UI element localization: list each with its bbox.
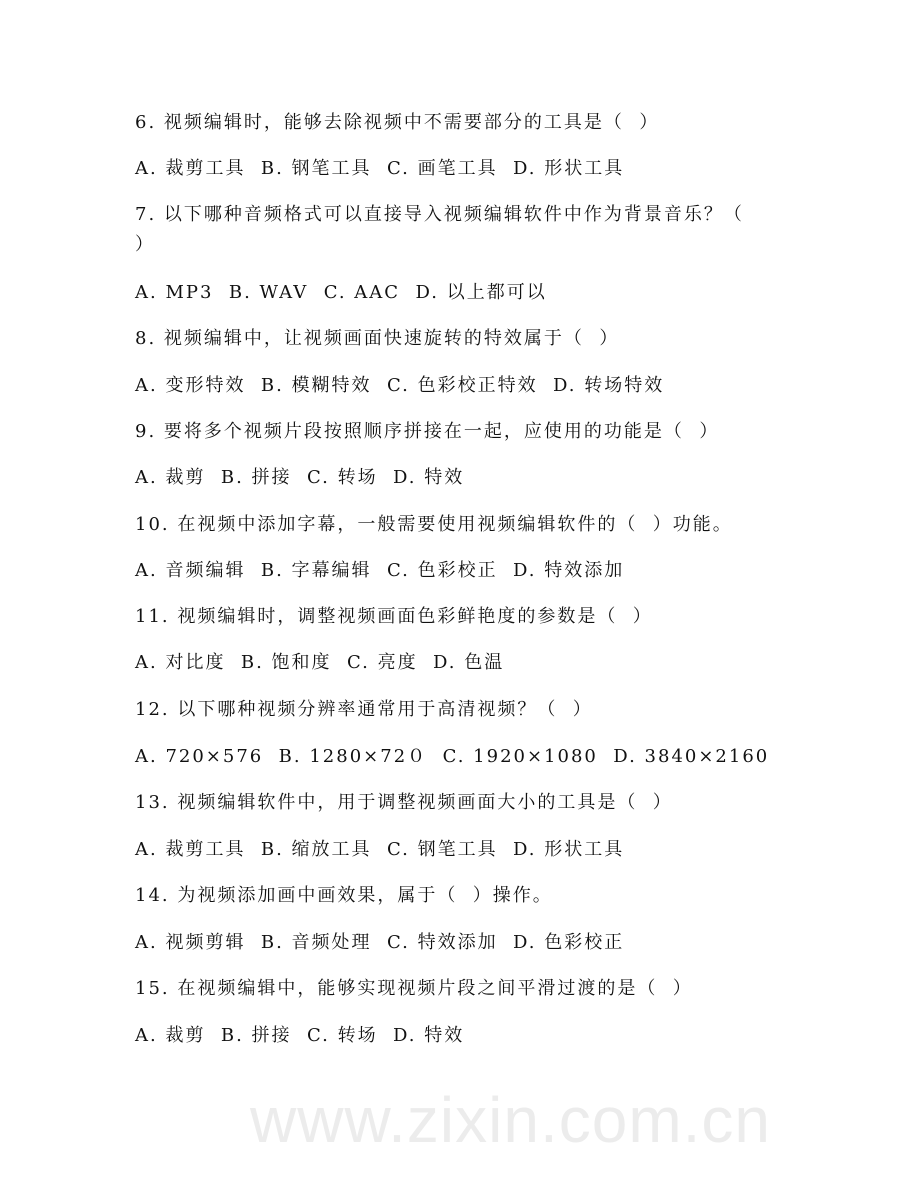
answer-options: A. 对比度 B. 饱和度 C. 亮度 D. 色温 bbox=[135, 652, 505, 673]
answer-options: A. 裁剪工具 B. 钢笔工具 C. 画笔工具 D. 形状工具 bbox=[135, 158, 625, 179]
question-text: 11. 视频编辑时，调整视频画面色彩鲜艳度的参数是（ ） bbox=[135, 606, 653, 627]
answer-options: A. 裁剪 B. 拼接 C. 转场 D. 特效 bbox=[135, 467, 465, 488]
question-text: 10. 在视频中添加字幕，一般需要使用视频编辑软件的（ ）功能。 bbox=[135, 514, 733, 535]
question-text: 6. 视频编辑时，能够去除视频中不需要部分的工具是（ ） bbox=[135, 112, 660, 133]
question-text: 7. 以下哪种音频格式可以直接导入视频编辑软件中作为背景音乐？（ bbox=[135, 204, 744, 225]
question-text: 12. 以下哪种视频分辨率通常用于高清视频？（ ） bbox=[135, 699, 593, 720]
question-text: ） bbox=[135, 234, 155, 255]
question-text: 14. 为视频添加画中画效果，属于（ ）操作。 bbox=[135, 885, 553, 906]
question-text: 9. 要将多个视频片段按照顺序拼接在一起，应使用的功能是（ ） bbox=[135, 421, 720, 442]
answer-options: A. MP3 B. WAV C. AAC D. 以上都可以 bbox=[135, 282, 547, 303]
question-text: 13. 视频编辑软件中，用于调整视频画面大小的工具是（ ） bbox=[135, 792, 673, 813]
question-text: 8. 视频编辑中，让视频画面快速旋转的特效属于（ ） bbox=[135, 328, 620, 349]
answer-options: A. 720×576 B. 1280×72０ C. 1920×1080 D. 3840×2160 bbox=[135, 746, 770, 767]
question-text: 15. 在视频编辑中，能够实现视频片段之间平滑过渡的是（ ） bbox=[135, 978, 693, 999]
watermark: www.zixin.com.cn bbox=[250, 1084, 771, 1156]
answer-options: A. 裁剪工具 B. 缩放工具 C. 钢笔工具 D. 形状工具 bbox=[135, 839, 625, 860]
answer-options: A. 变形特效 B. 模糊特效 C. 色彩校正特效 D. 转场特效 bbox=[135, 375, 665, 396]
answer-options: A. 裁剪 B. 拼接 C. 转场 D. 特效 bbox=[135, 1025, 465, 1046]
answer-options: A. 音频编辑 B. 字幕编辑 C. 色彩校正 D. 特效添加 bbox=[135, 560, 625, 581]
answer-options: A. 视频剪辑 B. 音频处理 C. 特效添加 D. 色彩校正 bbox=[135, 932, 625, 953]
